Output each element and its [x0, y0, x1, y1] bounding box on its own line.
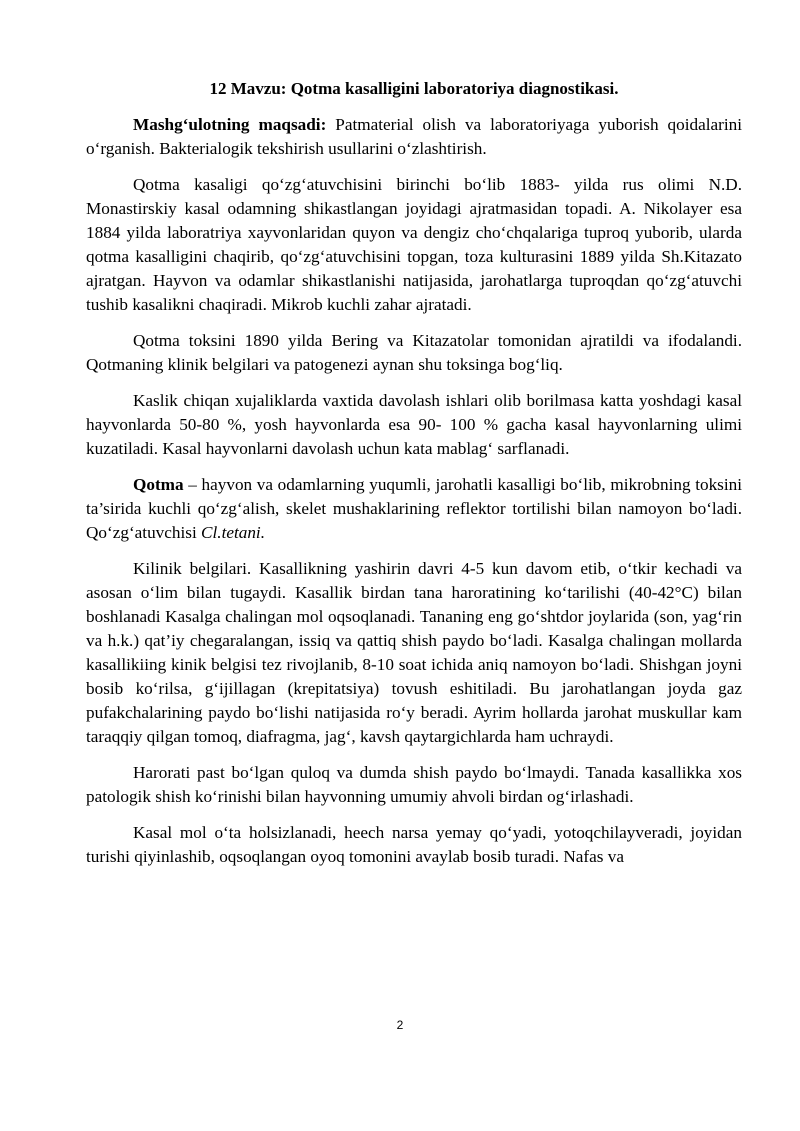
mortality-paragraph: Kaslik chiqan xujaliklarda vaxtida davolash ishlari olib borilmasa katta yoshdagi kasal hayvonlarda 50-80 %, yosh hayvonlarda esa 90- 100 % gacha kasal hayvonlarning ulimi kuzatiladi. Kasal hayvonlarni davolash uchun kata mablag‘ sarflanadi. [86, 391, 742, 458]
page-number: 2 [396, 1018, 404, 1032]
purpose-label: Mashg‘ulotning maqsadi: [133, 115, 327, 134]
purpose-paragraph [86, 113, 742, 161]
purpose-text: Patmaterial olish va laboratoriyaga yuborish qoidalarini o‘rganish. Bakterialogik tekshirish usullarini o‘zlashtirish. [86, 115, 742, 158]
definition-species: Cl.tetani. [201, 523, 266, 542]
page-title: 12 Mavzu: Qotma kasalligini laboratoriya diagnostikasi. [209, 79, 619, 98]
history-paragraph: Qotma kasaligi qo‘zg‘atuvchisini birinchi bo‘lib 1883- yilda rus olimi N.D. Monastirskiy kasal odamning shikastlangan joyidagi ajratmasidan topadi. A. Nikolayer esa 1884 yilda laboratriya xayvonlaridan quyon va dengiz cho‘chqalariga tuproq yuborib, ularda qotma kasalligini chaqirib, qo‘zg‘atuvchisini topgan, toza kulturasini 1889 yilda Sh.Kitazato ajratgan. Hayvon va odamlar shikastlanishi natijasida, jarohatlarga tuproqdan qo‘zg‘atuvchi tushib kasalikni chaqiradi. Mikrob kuchli zahar ajratadi. [86, 175, 742, 314]
definition-text: – hayvon va odamlarning yuqumli, jarohatli kasalligi bo‘lib, mikrobning toksini ta’sirida kuchli qo‘zg‘alish, skelet mushaklarining reflektor tortilishi bilan namoyon bo‘ladi. Qo‘zg‘atuvchisi [86, 475, 742, 542]
definition-paragraph [86, 473, 742, 545]
swelling-paragraph: Harorati past bo‘lgan quloq va dumda shish paydo bo‘lmaydi. Tanada kasallikka xos patologik shish ko‘rinishi bilan hayvonning umumiy ahvoli birdan og‘irlashadi. [86, 763, 742, 806]
clinical-signs-paragraph: Kilinik belgilari. Kasallikning yashirin davri 4-5 kun davom etib, o‘tkir kechadi va asosan o‘lim bilan tugaydi. Kasallik birdan tana haroratining ko‘tarilishi (40-42°C) bilan boshlanadi Kasalga chalingan mol oqsoqlanadi. Tananing eng go‘shtdor joylarida (son, yag‘rin va h.k.) qat’iy chegaralangan, issiq va qattiq shish paydo bo‘ladi. Kasalga chalingan mollarda kasallikiing kinik belgisi tez rivojlanib, 8-10 soat ichida aniq namoyon bo‘ladi. Shishgan joyni bosib ko‘rilsa, g‘ijillagan (krepitatsiya) tovush eshitiladi. Bu jarohatlangan joyda gaz pufakchalarining paydo bo‘lishi natijasida ro‘y beradi. Ayrim hollarda jarohat muskullar kam taraqqiy qilgan tomoq, diafragma, jag‘, kavsh qaytargichlarda ham uchraydi. [86, 559, 742, 746]
toxin-paragraph: Qotma toksini 1890 yilda Bering va Kitazatolar tomonidan ajratildi va ifodalandi. Qotmaning klinik belgilari va patogenezi aynan shu toksinga bog‘liq. [86, 331, 742, 374]
page-content [86, 77, 742, 881]
condition-paragraph: Kasal mol o‘ta holsizlanadi, heech narsa yemay qo‘yadi, yotoqchilayveradi, joyidan turishi qiyinlashib, oqsoqlangan oyoq tomonini avaylab bosib turadi. Nafas va [86, 823, 742, 866]
definition-term: Qotma [133, 475, 184, 494]
